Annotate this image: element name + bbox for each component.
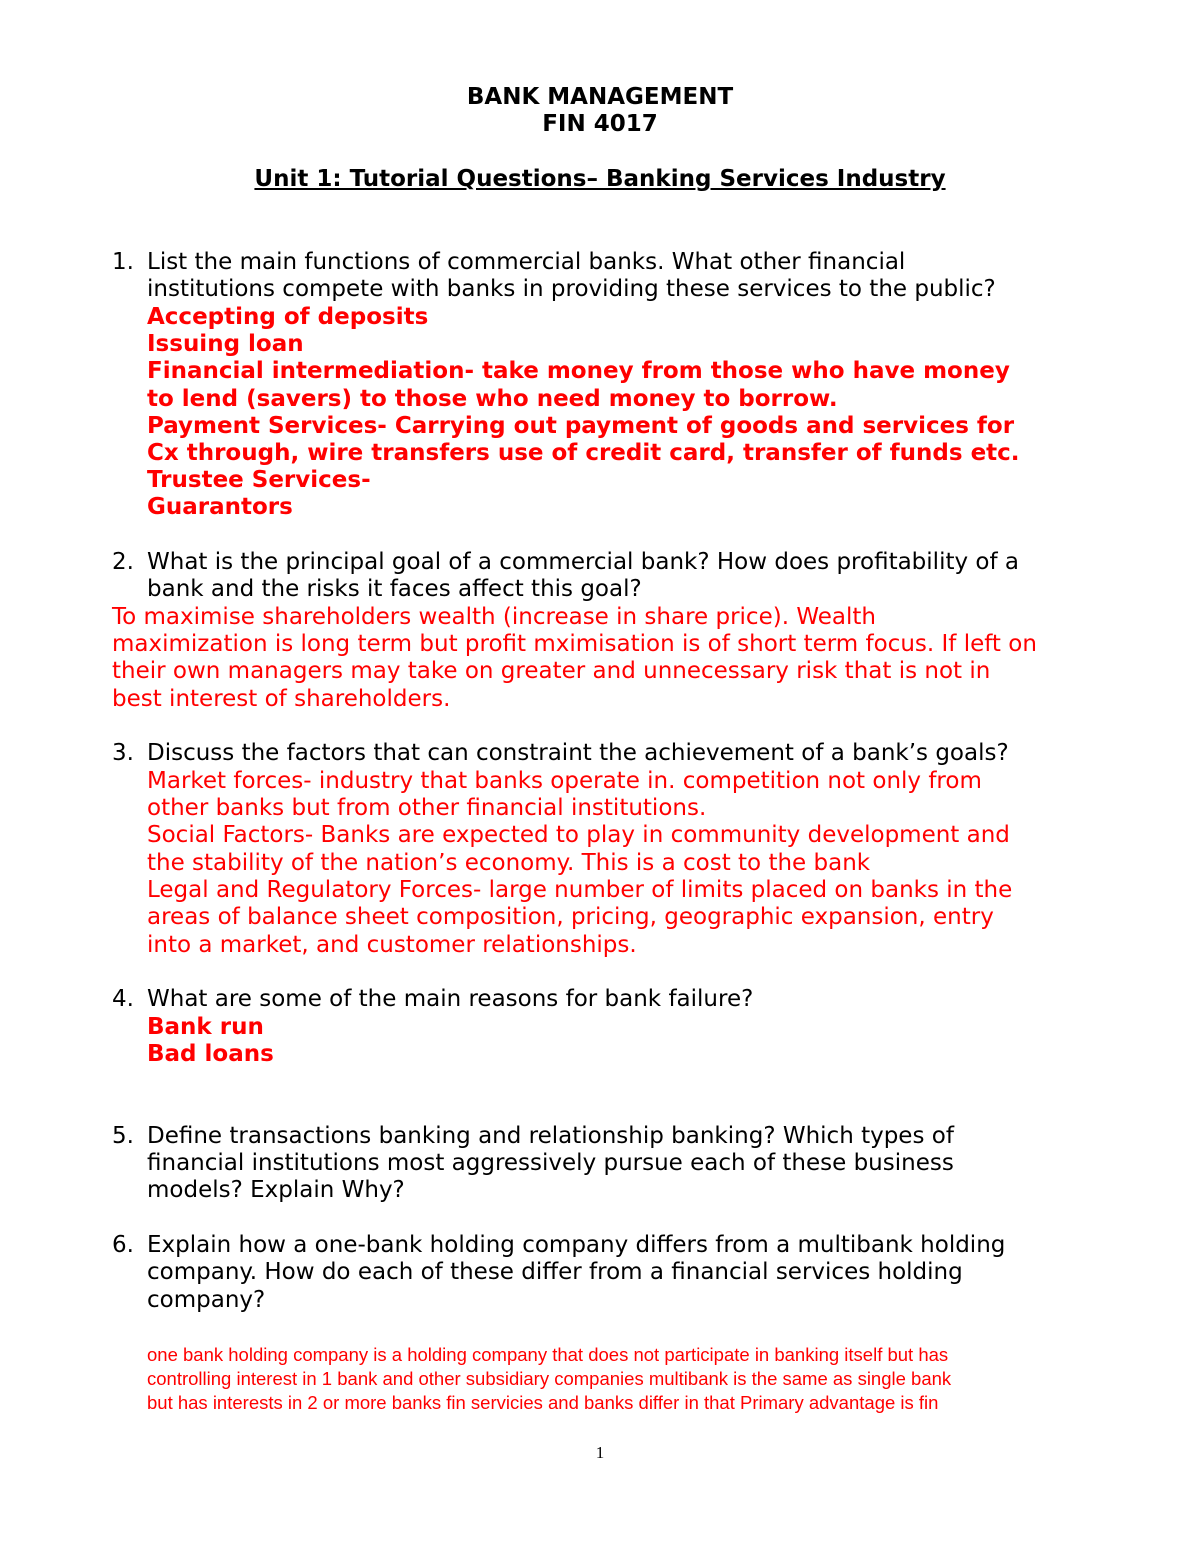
question-text: financial institutions most aggressively pursue each of these business [147,1150,954,1176]
answer-text: controlling interest in 1 bank and other subsidiary companies multibank is the same as single bank [147,1368,952,1389]
answer-text: one bank holding company is a holding company that does not participate in banking itself but has [147,1344,949,1365]
answer-text: to lend (savers) to those who need money to borrow. [147,386,838,412]
answer-text: maximization is long term but profit mximisation is of short term focus. If left on [112,631,1037,657]
question-number: 1. [112,249,134,275]
answer-text: Bad loans [147,1041,274,1067]
question-number: 2. [112,549,134,575]
answer-text: the stability of the nation’s economy. This is a cost to the bank [147,850,871,876]
answer-text: best interest of shareholders. [112,686,451,712]
document-title: BANK MANAGEMENT [466,84,734,110]
answer-text: their own managers may take on greater and unnecessary risk that is not in [112,658,991,684]
question-number: 4. [112,986,134,1012]
page-number: 1 [595,1443,605,1462]
question-text: company? [147,1287,266,1313]
answer-text: areas of balance sheet composition, pricing, geographic expansion, entry [147,904,994,930]
question-text: Explain how a one-bank holding company differs from a multibank holding [147,1232,1006,1258]
unit-title: Unit 1: Tutorial Questions– Banking Services Industry [254,166,946,192]
question-number: 6. [112,1232,134,1258]
course-code: FIN 4017 [542,111,658,137]
question-text: company. How do each of these differ from a financial services holding [147,1259,963,1285]
answer-text: To maximise shareholders wealth (increase in share price). Wealth [112,604,876,630]
answer-text: Payment Services- Carrying out payment of goods and services for [147,413,1015,439]
question-text: What is the principal goal of a commercial bank? How does profitability of a [147,549,1019,575]
answer-text: Cx through, wire transfers use of credit card, transfer of funds etc. [147,440,1020,466]
question-number: 5. [112,1123,134,1149]
question-text: What are some of the main reasons for bank failure? [147,986,754,1012]
answer-text: Social Factors- Banks are expected to play in community development and [147,822,1010,848]
answer-text: Guarantors [147,494,293,520]
answer-text: Issuing loan [147,331,304,357]
answer-text: Trustee Services- [147,467,371,493]
question-text: Discuss the factors that can constraint the achievement of a bank’s goals? [147,740,1009,766]
question-text: institutions compete with banks in providing these services to the public? [147,276,996,302]
answer-text: but has interests in 2 or more banks fin servicies and banks differ in that Primary advantage is fin [147,1392,939,1413]
question-text: models? Explain Why? [147,1177,405,1203]
answer-text: into a market, and customer relationships. [147,932,637,958]
question-text: Define transactions banking and relationship banking? Which types of [147,1123,954,1149]
answer-text: Market forces- industry that banks operate in. competition not only from [147,768,982,794]
question-number: 3. [112,740,134,766]
question-text: List the main functions of commercial banks. What other financial [147,249,906,275]
answer-text: other banks but from other financial institutions. [147,795,707,821]
answer-text: Financial intermediation- take money from those who have money [147,358,1010,384]
question-text: bank and the risks it faces affect this goal? [147,576,642,602]
answer-text: Bank run [147,1014,264,1040]
answer-text: Accepting of deposits [147,304,429,330]
answer-text: Legal and Regulatory Forces- large number of limits placed on banks in the [147,877,1013,903]
